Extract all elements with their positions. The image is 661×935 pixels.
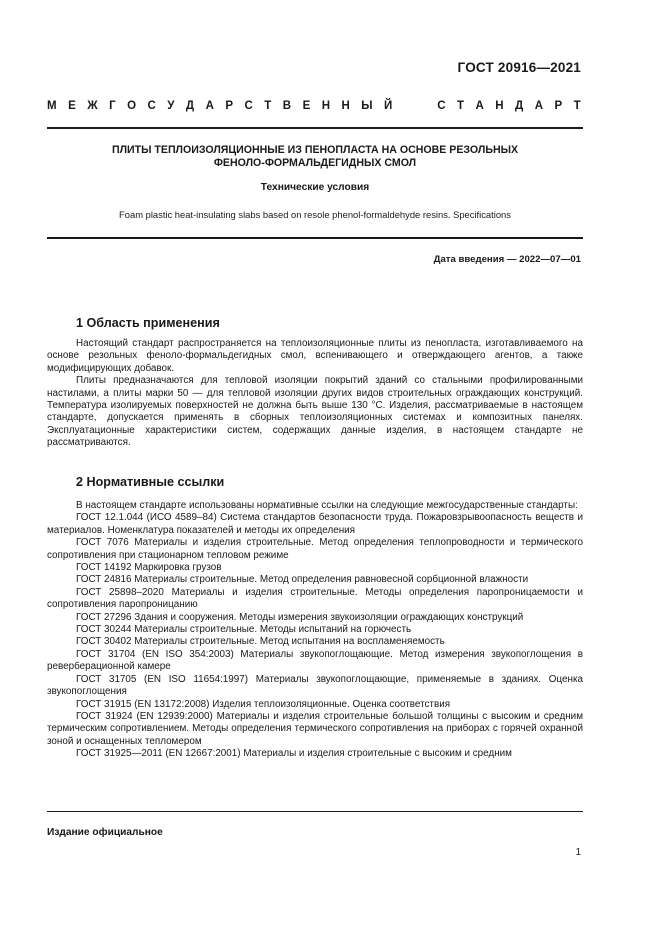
- document-title-line-2: ФЕНОЛО-ФОРМАЛЬДЕГИДНЫХ СМОЛ: [213, 157, 417, 169]
- document-subtitle: Технические условия: [260, 182, 370, 193]
- banner-letter: Й: [384, 100, 393, 112]
- footer-rule: [47, 811, 583, 812]
- paragraph: Настоящий стандарт распространяется на теплоизоляционные плиты из пенопласта, изготавливаемого на основе резольных феноло-формальдегидных смол, вспенивающего и отверждающего агентов, а также модифицирующих добавок.: [47, 338, 583, 374]
- page-number: 1: [575, 847, 581, 858]
- reference-item: ГОСТ 25898–2020 Материалы и изделия строительные. Методы определения паропроницаемости и сопротивления паропроницанию: [47, 586, 583, 611]
- section-1-heading: 1 Область применения: [76, 316, 220, 330]
- banner-letter: Е: [68, 100, 76, 112]
- section-1-body: [47, 338, 583, 450]
- banner-spacer: [404, 100, 426, 112]
- banner-letter: В: [282, 100, 292, 112]
- banner-letter: Д: [185, 100, 195, 112]
- banner-letter: Ж: [87, 100, 98, 112]
- reference-item: ГОСТ 27296 Здания и сооружения. Методы измерения звукоизоляции ограждающих конструкций: [76, 611, 524, 623]
- banner-letter: Ы: [361, 100, 373, 112]
- banner-letter: Е: [302, 100, 311, 112]
- banner-letter: Н: [495, 100, 504, 112]
- reference-item: ГОСТ 7076 Материалы и изделия строительные. Метод определения теплопроводности и термического сопротивления при стационарном тепловом режиме: [47, 537, 583, 561]
- paragraph: Плиты предназначаются для тепловой изоляции покрытий зданий со стальными профилированными настилами, а плиты марки 50 — для тепловой изоляции других видов строительных ограждающих конструкций. Температура изолируемых поверхностей не должна быть выше 130 °С. Изделия, рассматриваемые в настоящем стандарте, допускается применять в сборных теплоизоляционных системах и композитных панелях. Эксплуатационные характеристики систем, содержащих данные изделия, в настоящем стандарте не рассматриваются.: [47, 375, 583, 449]
- reference-item: ГОСТ 31924 (EN 12939:2000) Материалы и изделия строительные большой толщины с высоким и средним термическим сопротивлением. Методы определения термического сопротивления на приборах с горячей охранной зоной и оснащенных тепломером: [47, 710, 583, 747]
- banner-letter: Р: [554, 100, 563, 112]
- reference-item: ГОСТ 12.1.044 (ИСО 4589–84) Система стандартов безопасности труда. Пожаровзрывоопасность веществ и материалов. Номенклатура показателей и методы их определения: [47, 512, 583, 536]
- banner-letter: Т: [573, 100, 581, 112]
- reference-item: ГОСТ 31925—2011 (EN 12667:2001) Материалы и изделия строительные с высоким и средним: [76, 748, 512, 760]
- banner-letter: Н: [321, 100, 331, 112]
- reference-item: ГОСТ 31704 (EN ISO 354:2003) Материалы звукопоглощающие. Метод измерения звукопоглощения в реверберационной камере: [47, 648, 583, 673]
- english-title: Foam plastic heat-insulating slabs based on resole phenol-formaldehyde resins. Specifications: [119, 209, 511, 220]
- reference-item: ГОСТ 14192 Маркировка грузов: [76, 562, 222, 574]
- banner-letter: Т: [264, 100, 272, 112]
- banner-letter: Р: [225, 100, 234, 112]
- reference-item: ГОСТ 30402 Материалы строительные. Метод испытания на воспламеняемость: [76, 636, 445, 648]
- banner-letter: С: [147, 100, 156, 112]
- banner-letter: С: [244, 100, 253, 112]
- banner-letter: М: [47, 100, 57, 112]
- banner-letter: О: [127, 100, 137, 112]
- introduction-date: Дата введения — 2022—07—01: [433, 254, 581, 265]
- banner-letter: А: [205, 100, 214, 112]
- banner-letter: Г: [109, 100, 116, 112]
- reference-item: ГОСТ 31915 (EN 13172:2008) Изделия теплоизоляционные. Оценка соответствия: [76, 698, 451, 710]
- banner-letter: С: [437, 100, 446, 112]
- header-rule: [47, 127, 583, 129]
- banner-letter: У: [167, 100, 175, 112]
- official-edition-label: Издание официальное: [47, 827, 163, 838]
- banner-letter: Н: [341, 100, 350, 112]
- document-title-line-1: ПЛИТЫ ТЕПЛОИЗОЛЯЦИОННЫЕ ИЗ ПЕНОПЛАСТА НА ОСНОВЕ РЕЗОЛЬНЫХ: [111, 144, 519, 156]
- paragraph: В настоящем стандарте использованы нормативные ссылки на следующие межгосударственные стандарты:: [76, 500, 578, 511]
- banner-letter: Д: [515, 100, 524, 112]
- reference-item: ГОСТ 31705 (EN ISO 11654:1997) Материалы звукопоглощающие, применяемые в зданиях. Оценка звукопоглощения: [47, 673, 583, 698]
- section-2-body: [47, 500, 583, 761]
- reference-item: ГОСТ 24816 Материалы строительные. Метод определения равновесной сорбционной влажности: [76, 574, 529, 586]
- banner-letter: А: [475, 100, 484, 112]
- banner-letter: Т: [456, 100, 465, 112]
- section-2-heading: 2 Нормативные ссылки: [76, 475, 225, 489]
- interstate-standard-banner: [47, 100, 581, 112]
- reference-item: ГОСТ 30244 Материалы строительные. Методы испытаний на горючесть: [76, 624, 412, 636]
- document-code: ГОСТ 20916—2021: [457, 60, 581, 75]
- title-rule: [47, 237, 583, 239]
- banner-letter: А: [534, 100, 544, 112]
